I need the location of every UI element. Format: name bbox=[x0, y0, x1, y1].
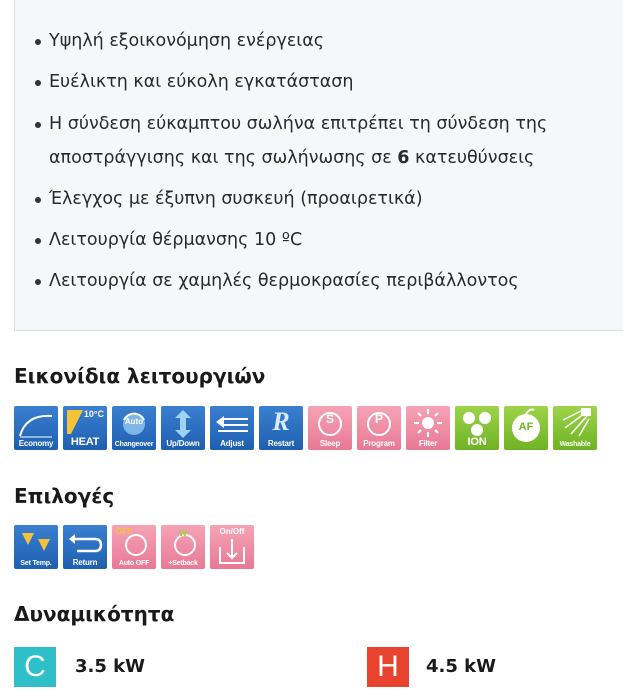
icon-label: HEAT bbox=[70, 436, 100, 448]
capacity-heading: Δυναμικότητα bbox=[14, 602, 175, 626]
ion-icon bbox=[455, 406, 499, 450]
icon-label: +Setback bbox=[168, 560, 198, 567]
icon-label: Sleep bbox=[319, 439, 341, 448]
feature-item bbox=[49, 65, 353, 99]
adjust-icon bbox=[210, 406, 254, 450]
set-temp-icon bbox=[14, 525, 58, 569]
cooling-badge-icon: C bbox=[14, 647, 56, 687]
return-icon bbox=[63, 525, 107, 569]
icon-label: Up/Down bbox=[166, 439, 200, 448]
feature-item bbox=[49, 223, 302, 257]
sleep-letter: S bbox=[325, 412, 334, 426]
icon-label: Changeover bbox=[114, 441, 154, 448]
sleep-icon bbox=[308, 406, 352, 450]
icon-label: Auto OFF bbox=[118, 560, 150, 567]
changeover-icon bbox=[112, 406, 156, 450]
setback-icon bbox=[161, 525, 205, 569]
capacity-row bbox=[14, 647, 614, 687]
feature-item-continued bbox=[49, 141, 534, 175]
icon-label: On/Off bbox=[219, 527, 245, 536]
feature-text: κατευθύνσεις bbox=[409, 148, 535, 168]
heating-capacity: 4.5 kW bbox=[426, 656, 496, 677]
feature-text: Λειτουργία θέρμανσης 10 ºC bbox=[49, 230, 303, 250]
feature-item bbox=[49, 107, 547, 141]
feature-text: Λειτουργία σε χαμηλές θερμοκρασίες περιβάλλοντος bbox=[49, 271, 519, 291]
feature-text: Η σύνδεση εύκαμπτου σωλήνα επιτρέπει τη σύνδεση της bbox=[49, 114, 548, 134]
icon-label: Economy bbox=[18, 439, 54, 448]
changeover-auto: Auto bbox=[124, 417, 144, 426]
feature-text-bold: 6 bbox=[397, 148, 410, 168]
program-letter: P bbox=[374, 412, 383, 426]
heat-icon bbox=[63, 406, 107, 450]
icon-label: Restart bbox=[267, 439, 295, 448]
feature-item bbox=[49, 182, 423, 216]
bullet bbox=[35, 279, 41, 285]
icon-label: ION bbox=[467, 436, 487, 448]
icon-label: Washable bbox=[559, 441, 591, 448]
cooling-capacity: 3.5 kW bbox=[75, 656, 145, 677]
icon-label: Program bbox=[363, 439, 395, 448]
bullet bbox=[35, 39, 41, 45]
up-down-icon bbox=[161, 406, 205, 450]
heat-temp: 10°C bbox=[83, 409, 104, 419]
apple-af-icon bbox=[504, 406, 548, 450]
restart-icon bbox=[259, 406, 303, 450]
on-off-icon bbox=[210, 525, 254, 569]
feature-text: Έλεγχος με έξυπνη συσκευή (προαιρετικά) bbox=[49, 189, 423, 209]
washable-icon bbox=[553, 406, 597, 450]
setback-letter: W bbox=[178, 528, 188, 538]
filter-icon bbox=[406, 406, 450, 450]
feature-item bbox=[49, 24, 324, 58]
option-icons-row bbox=[14, 525, 254, 571]
options-heading: Επιλογές bbox=[14, 484, 115, 508]
restart-letter: R bbox=[272, 407, 290, 436]
function-icons-row bbox=[14, 406, 604, 452]
icon-label: Filter bbox=[418, 439, 438, 448]
icon-label: Set Temp. bbox=[20, 560, 52, 567]
bullet bbox=[35, 122, 41, 128]
icon-label: AF bbox=[518, 421, 534, 433]
bullet bbox=[35, 238, 41, 244]
heating-badge-icon: H bbox=[367, 647, 409, 687]
bullet bbox=[35, 197, 41, 203]
economy-icon bbox=[14, 406, 58, 450]
program-icon bbox=[357, 406, 401, 450]
icon-label: Return bbox=[72, 558, 98, 567]
auto-off-text: OFF bbox=[116, 527, 132, 536]
features-panel bbox=[14, 0, 623, 331]
auto-off-icon bbox=[112, 525, 156, 569]
feature-item bbox=[49, 264, 519, 298]
feature-text: Ευέλικτη και εύκολη εγκατάσταση bbox=[49, 72, 354, 92]
bullet bbox=[35, 80, 41, 86]
feature-text: αποστράγγισης και της σωλήνωσης σε bbox=[49, 148, 398, 168]
functions-heading: Εικονίδια λειτουργιών bbox=[14, 364, 266, 388]
icon-label: Adjust bbox=[220, 439, 244, 448]
feature-text: Υψηλή εξοικονόμηση ενέργειας bbox=[49, 31, 325, 51]
